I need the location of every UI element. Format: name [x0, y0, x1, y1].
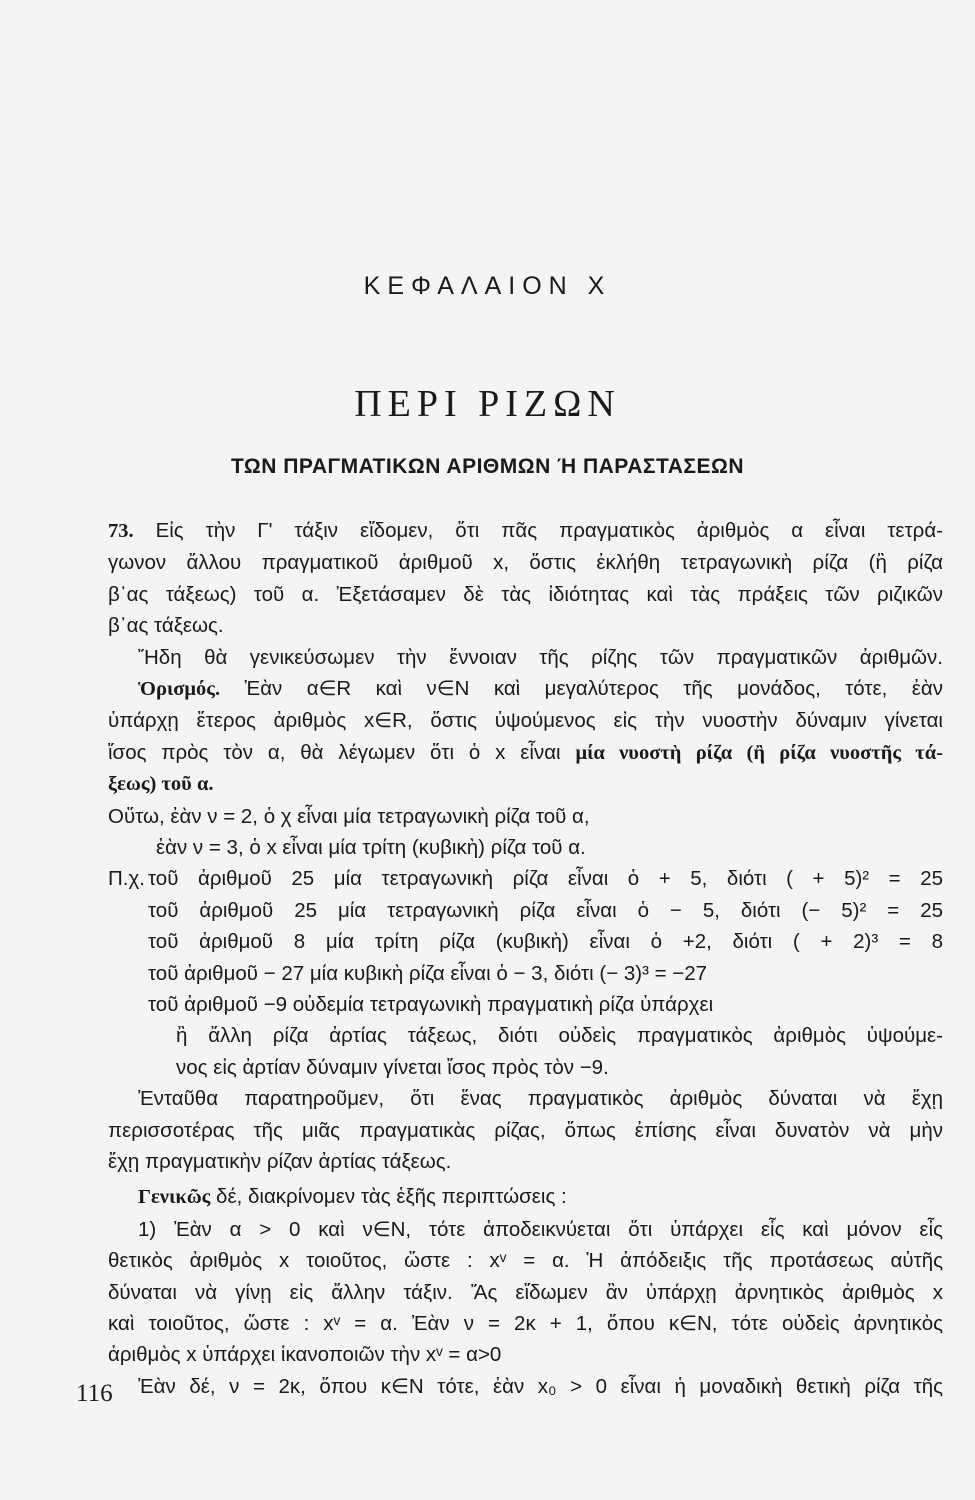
example-line: τοῦ ἀριθμοῦ 25 μία τετραγωνικὴ ρίζα εἶναι ὁ − 5, διότι (− 5)² = 25 — [148, 898, 943, 922]
example-continuation: νος εἰς ἀρτίαν δύναμιν γίνεται ἴσος πρὸς τὸν −9. — [176, 1055, 609, 1079]
observe-line: περισσοτέρας τῆς μιᾶς πραγματικὰς ρίζας, ὅπως ἐπίσης εἶναι δυνατὸν νὰ μὴν — [108, 1118, 943, 1142]
case-line: θετικὸς ἀριθμὸς x τοιοῦτος, ὥστε : xᵛ = α. Ἡ ἀπόδειξις τῆς προτάσεως αὐτῆς — [108, 1249, 943, 1273]
definition-bold: μία νυοστὴ ρίζα (ἢ ρίζα νυοστῆς τά- — [575, 741, 943, 764]
page-subtitle: ΤΩΝ ΠΡΑΓΜΑΤΙΚΩΝ ΑΡΙΘΜΩΝ Ή ΠΑΡΑΣΤΑΣΕΩΝ — [230, 455, 745, 478]
example-line: τοῦ ἀριθμοῦ 8 μία τρίτη ρίζα (κυβικὴ) εἶναι ὁ +2, διότι ( + 2)³ = 8 — [148, 930, 943, 954]
general-line: Γενικῶς δέ, διακρίνομεν τὰς ἑξῆς περιπτώσεις : — [138, 1185, 567, 1209]
example-continuation: ἢ ἄλλη ρίζα ἀρτίας τάξεως, διότι οὐδεὶς πραγματικὸς ἀριθμὸς ὑψούμε- — [176, 1024, 943, 1048]
examples — [108, 863, 943, 1020]
intro-line: β᾿ας τάξεως) τοῦ α. Ἐξετάσαμεν δὲ τὰς ἰδιότητας καὶ τὰς πράξεις τῶν ριζικῶν — [108, 582, 943, 606]
last-line: Ἐὰν δέ, ν = 2κ, ὅπου κ∈N τότε, ἐὰν x₀ > 0 εἶναι ἡ μοναδικὴ θετικὴ ρίζα τῆς — [138, 1374, 943, 1398]
body-text — [108, 515, 943, 1402]
case-line: καὶ τοιοῦτος, ὥστε : xᵛ = α. Ἐὰν ν = 2κ + 1, ὅπου κ∈N, τότε οὐδεὶς ἀρνητικὸς — [108, 1312, 943, 1336]
example-row — [108, 926, 943, 957]
observe-line: Ἐνταῦθα παρατηροῦμεν, ὅτι ἕνας πραγματικὸς ἀριθμὸς δύναται νὰ ἔχῃ — [138, 1087, 943, 1111]
page-title: ΠΕΡΙ ΡΙΖΩΝ — [354, 383, 621, 425]
example-label: Π.χ. — [108, 867, 145, 891]
thus-line: Οὕτω, ἐὰν ν = 2, ὁ χ εἶναι μία τετραγωνικὴ ρίζα τοῦ α, — [108, 804, 590, 828]
example-line: τοῦ ἀριθμοῦ −9 οὐδεμία τετραγωνικὴ πραγματικὴ ρίζα ὑπάρχει — [148, 993, 714, 1017]
thus-line: ἐὰν ν = 3, ὁ x εἶναι μία τρίτη (κυβικὴ) ρίζα τοῦ α. — [156, 836, 586, 860]
chapter-heading: ΚΕΦΑΛΑΙΟΝ Χ — [363, 272, 612, 300]
intro-line: γωνον ἄλλου πραγματικοῦ ἀριθμοῦ x, ὅστις ἐκλήθη τετραγωνικὴ ρίζα (ἢ ρίζα — [108, 551, 943, 575]
observe-line: ἔχῃ πραγματικὴν ρίζαν ἀρτίας τάξεως. — [108, 1150, 452, 1174]
example-line: τοῦ ἀριθμοῦ − 27 μία κυβικὴ ρίζα εἶναι ὁ − 3, διότι (− 3)³ = −27 — [148, 961, 708, 985]
case-line: δύναται νὰ γίνῃ εἰς ἄλλην τάξιν. Ἄς εἴδωμεν ἂν ὑπάρχῃ ἀρνητικὸς ἀριθμὸς x — [108, 1280, 943, 1304]
definition-line: ὑπάρχῃ ἕτερος ἀριθμὸς x∈R, ὅστις ὑψούμενος εἰς τὴν νυοστὴν δύναμιν γίνεται — [108, 709, 943, 733]
example-row — [108, 958, 943, 989]
general-label: Γενικῶς — [138, 1186, 211, 1209]
section-number: 73. — [108, 520, 134, 542]
case-line: 1) Ἐὰν α > 0 καὶ ν∈N, τότε ἀποδεικνύεται ὅτι ὑπάρχει εἷς καὶ μόνον εἷς — [138, 1217, 943, 1241]
example-line: τοῦ ἀριθμοῦ 25 μία τετραγωνικὴ ρίζα εἶναι ὁ + 5, διότι ( + 5)² = 25 — [148, 867, 943, 891]
example-row — [108, 989, 943, 1020]
paragraph: Ἤδη θὰ γενικεύσωμεν τὴν ἔννοιαν τῆς ρίζης τῶν πραγματικῶν ἀριθμῶν. — [138, 645, 943, 669]
definition-label: Ὁρισμός. — [138, 678, 221, 701]
definition-bold: ξεως) τοῦ α. — [108, 773, 214, 796]
case-line: ἀριθμὸς x ὑπάρχει ἱκανοποιῶν τὴν xᵛ = α>0 — [108, 1343, 502, 1367]
example-row — [108, 863, 943, 894]
definition-line: ἴσος πρὸς τὸν α, θὰ λέγωμεν ὅτι ὁ x εἶναι μία νυοστὴ ρίζα (ἢ ρίζα νυοστῆς τά- — [108, 740, 943, 764]
intro-line: β᾿ας τάξεως. — [108, 614, 224, 638]
definition-line: Ὁρισμός. Ἐὰν α∈R καὶ ν∈N καὶ μεγαλύτερος τῆς μονάδος, τότε, ἐὰν — [138, 677, 944, 701]
page-number: 116 — [76, 1380, 113, 1407]
example-row — [108, 895, 943, 926]
intro-line: 73. Εἰς τὴν Γ' τάξιν εἴδομεν, ὅτι πᾶς πραγματικὸς ἀριθμὸς α εἶναι τετρά- — [108, 519, 944, 542]
